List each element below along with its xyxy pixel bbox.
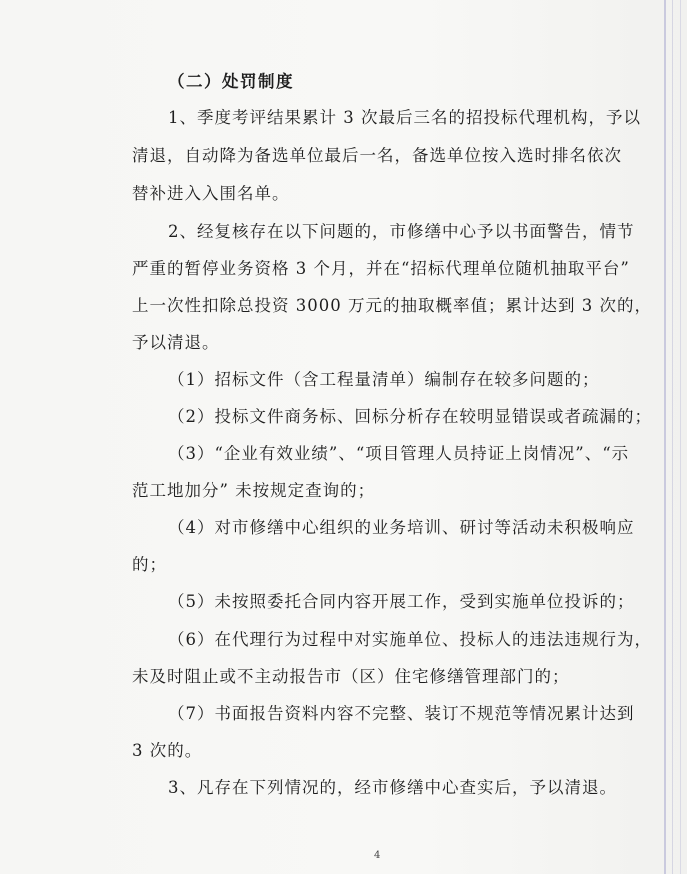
list-item: （3）“企业有效业绩”、“项目管理人员持证上岗情况”、“示 [168, 444, 630, 463]
paragraph-1-line: 替补进入入围名单。 [132, 184, 290, 203]
page-number: 4 [374, 850, 381, 861]
paragraph-2-line: 2、经复核存在以下问题的，市修缮中心予以书面警告，情节 [168, 222, 635, 241]
list-item: （1）招标文件（含工程量清单）编制存在较多问题的； [168, 370, 600, 389]
paragraph-1-line: 清退，自动降为备选单位最后一名，备选单位按入选时排名依次 [132, 146, 622, 165]
paragraph-1-line: 1、季度考评结果累计 3 次最后三名的招投标代理机构，予以 [168, 108, 641, 127]
section-title: （二）处罚制度 [168, 72, 294, 91]
list-item: （4）对市修缮中心组织的业务培训、研讨等活动未积极响应 [168, 518, 635, 537]
paragraph-3-line: 3、凡存在下列情况的，经市修缮中心查实后，予以清退。 [168, 778, 617, 797]
page-edge-line [680, 0, 681, 874]
list-item-continuation: 未及时阻止或不主动报告市（区）住宅修缮管理部门的； [132, 667, 570, 686]
list-item: （6）在代理行为过程中对实施单位、投标人的违法违规行为， [168, 630, 652, 649]
list-item: （2）投标文件商务标、回标分析存在较明显错误或者疏漏的； [168, 407, 652, 426]
list-item: （5）未按照委托合同内容开展工作，受到实施单位投诉的； [168, 592, 635, 611]
paragraph-2-line: 上一次性扣除总投资 3000 万元的抽取概率值；累计达到 3 次的， [132, 296, 652, 315]
list-item-continuation: 范工地加分” 未按规定查询的； [132, 481, 376, 500]
paragraph-2-line: 予以清退。 [132, 333, 220, 352]
list-item-continuation: 的； [132, 555, 167, 574]
page-edge-line [664, 0, 666, 874]
paragraph-2-line: 严重的暂停业务资格 3 个月，并在“招标代理单位随机抽取平台” [132, 259, 630, 278]
list-item-continuation: 3 次的。 [132, 741, 203, 760]
page-edge-line [672, 0, 673, 874]
list-item: （7）书面报告资料内容不完整、装订不规范等情况累计达到 [168, 704, 635, 723]
